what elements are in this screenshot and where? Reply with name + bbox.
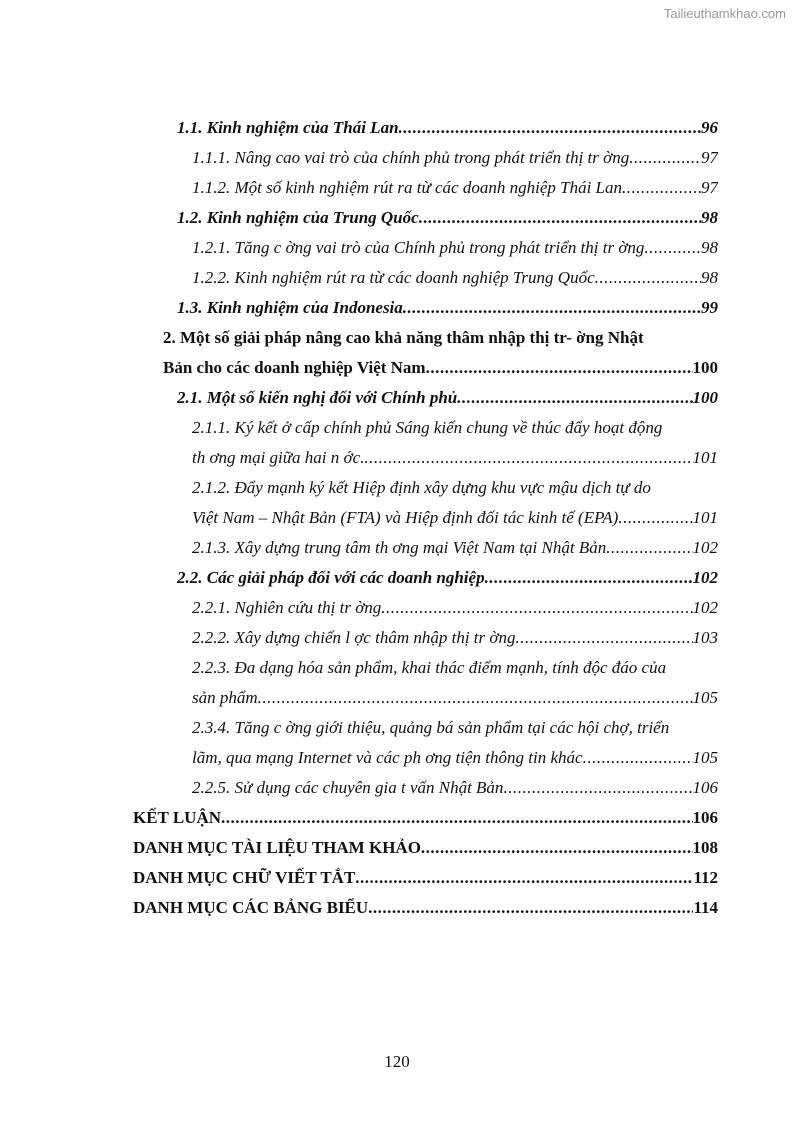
toc-page: 99 — [701, 298, 718, 317]
toc-leader — [595, 263, 701, 293]
toc-page: 97 — [701, 148, 718, 167]
toc-entry-2-2-3-line1[interactable]: 2.2.3. Đa dạng hóa sản phẩm, khai thác điểm mạnh, tính độc đáo của — [192, 658, 667, 677]
toc-page: 98 — [701, 238, 718, 257]
toc-entry-abbreviations[interactable] — [133, 863, 718, 893]
toc-leader — [485, 563, 693, 593]
toc-leader — [355, 863, 693, 893]
toc-leader — [368, 893, 693, 923]
toc-label: 1.2.2. Kinh nghiệm rút ra từ các doanh nghiệp Trung Quốc — [192, 268, 595, 287]
toc-entry-2-3-4-line1[interactable]: 2.3.4. Tăng c ờng giới thiệu, quảng bá sản phẩm tại các hội chợ, triển — [192, 718, 670, 737]
toc-entry-tables[interactable] — [133, 893, 718, 923]
toc-page: 102 — [692, 598, 718, 617]
toc-leader — [421, 833, 693, 863]
toc-page: 114 — [693, 898, 718, 917]
toc-label: DANH MỤC CÁC BẢNG BIỂU — [133, 898, 369, 917]
toc-label: 1.1.2. Một số kinh nghiệm rút ra từ các doanh nghiệp Thái Lan — [192, 178, 623, 197]
toc-label: DANH MỤC CHỮ VIẾT TẮT — [133, 868, 356, 887]
toc-page: 106 — [692, 778, 718, 797]
toc-label: 2.2. Các giải pháp đối với các doanh nghiệp — [177, 568, 485, 587]
toc-page: 103 — [692, 628, 718, 647]
toc-page: 98 — [701, 268, 718, 287]
toc-label: 2.1.3. Xây dựng trung tâm th ơng mại Việt Nam tại Nhật Bản — [192, 538, 607, 557]
toc-leader — [419, 203, 701, 233]
toc-label: 2.2.1. Nghiên cứu thị tr ờng — [192, 598, 382, 617]
toc-entry-1-2-1[interactable] — [192, 233, 718, 263]
watermark: Tailieuthamkhao.com — [663, 6, 786, 21]
toc-leader — [606, 533, 692, 563]
toc-leader — [618, 503, 692, 533]
toc-entry-references[interactable] — [133, 833, 718, 863]
toc-entry-2-line1[interactable]: 2. Một số giải pháp nâng cao khả năng thâm nhập thị tr- ờng Nhật — [163, 328, 644, 347]
toc-leader — [622, 173, 701, 203]
toc-entry-1-3[interactable] — [177, 293, 718, 323]
toc-page: 105 — [692, 748, 718, 767]
toc-page: 102 — [692, 538, 718, 557]
toc-page: 105 — [692, 688, 718, 707]
toc-entry-2-1-1-line1[interactable]: 2.1.1. Ký kết ở cấp chính phủ Sáng kiến chung về thúc đẩy hoạt động — [192, 418, 663, 437]
toc-leader — [399, 113, 701, 143]
toc-entry-1-1-2[interactable] — [192, 173, 718, 203]
page-number: 120 — [384, 1052, 410, 1071]
toc-entry-2-2-5[interactable] — [192, 773, 718, 803]
toc-label: KẾT LUẬN — [133, 808, 222, 827]
toc-entry-1-2[interactable] — [177, 203, 718, 233]
toc-label: 1.1. Kinh nghiệm của Thái Lan — [177, 118, 399, 137]
toc-label: th ơng mại giữa hai n ớc. — [192, 448, 365, 467]
toc-entry-2-1-3[interactable] — [192, 533, 718, 563]
toc-label: 1.3. Kinh nghiệm của Indonesia — [177, 298, 403, 317]
toc-entry-2-2[interactable] — [177, 563, 718, 593]
toc-page: 102 — [692, 568, 718, 587]
toc-entry-2-2-2[interactable] — [192, 623, 718, 653]
toc-label: 1.2.1. Tăng c ờng vai trò của Chính phủ trong phát triển thị tr ờng — [192, 238, 645, 257]
toc-label: Việt Nam – Nhật Bản (FTA) và Hiệp định đối tác kinh tế (EPA) — [192, 508, 619, 527]
toc-leader — [221, 803, 692, 833]
toc-entry-2-1-2-line1[interactable]: 2.1.2. Đẩy mạnh ký kết Hiệp định xây dựng khu vực mậu dịch tự do — [192, 478, 651, 497]
toc-label: 1.1.1. Nâng cao vai trò của chính phủ trong phát triển thị tr ờng — [192, 148, 630, 167]
toc-page: 96 — [701, 118, 718, 137]
toc-label: 1.2. Kinh nghiệm của Trung Quốc — [177, 208, 419, 227]
toc-page: 97 — [701, 178, 718, 197]
toc-leader — [503, 773, 692, 803]
toc-leader — [381, 593, 692, 623]
toc-entry-2-1[interactable] — [177, 383, 718, 413]
toc-page: 108 — [692, 838, 718, 857]
toc-entry-2-2-1[interactable] — [192, 593, 718, 623]
toc-leader — [426, 353, 693, 383]
toc-page: 106 — [692, 808, 718, 827]
toc-label: 2.2.2. Xây dựng chiến l ợc thâm nhập thị tr ờng — [192, 628, 516, 647]
toc-leader — [515, 623, 692, 653]
toc-label: Bản cho các doanh nghiệp Việt Nam — [163, 358, 426, 377]
toc-leader — [644, 233, 701, 263]
toc-page: 100 — [692, 388, 718, 407]
toc-leader — [457, 383, 692, 413]
toc-page: 112 — [693, 868, 718, 887]
toc-page: 101 — [692, 448, 718, 467]
toc-entry-2[interactable] — [163, 353, 718, 383]
toc-leader — [629, 143, 701, 173]
toc-entry-2-1-1[interactable] — [192, 443, 718, 473]
toc-leader — [258, 683, 693, 713]
toc-entry-1-1[interactable] — [177, 113, 718, 143]
toc-label: sản phẩm — [192, 688, 258, 707]
toc-entry-ket-luan[interactable] — [133, 803, 718, 833]
toc-entry-1-1-1[interactable] — [192, 143, 718, 173]
toc-label: 2.1. Một số kiến nghị đối với Chính phủ — [177, 388, 458, 407]
toc-label: DANH MỤC TÀI LIỆU THAM KHẢO — [133, 838, 421, 857]
toc-label: 2.2.5. Sử dụng các chuyên gia t vấn Nhật Bản — [192, 778, 504, 797]
toc-entry-2-3-4[interactable] — [192, 743, 718, 773]
toc-page: 101 — [692, 508, 718, 527]
toc-page: 100 — [692, 358, 718, 377]
toc-page: 98 — [701, 208, 718, 227]
toc-leader — [583, 743, 693, 773]
toc-label: lãm, qua mạng Internet và các ph ơng tiện thông tin khác — [192, 748, 583, 767]
toc-entry-2-2-3[interactable] — [192, 683, 718, 713]
toc-leader — [364, 443, 692, 473]
toc-leader — [403, 293, 701, 323]
toc-entry-1-2-2[interactable] — [192, 263, 718, 293]
toc-entry-2-1-2[interactable] — [192, 503, 718, 533]
